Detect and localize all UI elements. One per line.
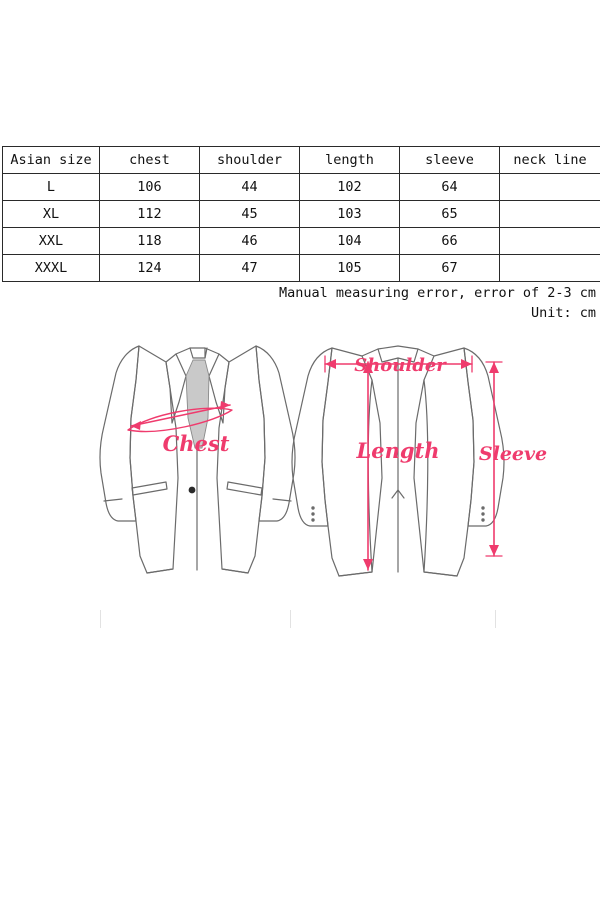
- cell-shoulder: 44: [200, 174, 300, 201]
- cell-neck-line: [500, 201, 600, 228]
- guide-tick: [495, 610, 496, 628]
- cell-neck-line: [500, 174, 600, 201]
- cell-shoulder: 46: [200, 228, 300, 255]
- note-measuring-error: Manual measuring error, error of 2-3 cm: [279, 285, 596, 301]
- cell-neck-line: [500, 255, 600, 282]
- cell-length: 104: [300, 228, 400, 255]
- cell-neck-line: [500, 228, 600, 255]
- label-length: Length: [356, 438, 440, 463]
- cell-shoulder: 45: [200, 201, 300, 228]
- cell-length: 102: [300, 174, 400, 201]
- cell-length: 103: [300, 201, 400, 228]
- measurement-notes: [36, 283, 596, 323]
- cell-chest: 118: [100, 228, 200, 255]
- cell-shoulder: 47: [200, 255, 300, 282]
- cell-chest: 106: [100, 174, 200, 201]
- cell-sleeve: 67: [400, 255, 500, 282]
- column-header-sleeve: sleeve: [400, 147, 500, 174]
- column-header-neck-line: neck line: [500, 147, 600, 174]
- label-chest: Chest: [162, 431, 230, 456]
- cell-sleeve: 65: [400, 201, 500, 228]
- table-row: [3, 255, 600, 282]
- table-row: [3, 174, 600, 201]
- cell-size: L: [3, 174, 100, 201]
- note-unit: Unit: cm: [530, 305, 596, 321]
- column-header-asian-size: Asian size: [3, 147, 100, 174]
- cell-chest: 112: [100, 201, 200, 228]
- cell-length: 105: [300, 255, 400, 282]
- cell-sleeve: 66: [400, 228, 500, 255]
- length-measure-arrow: [363, 362, 373, 570]
- cell-size: XL: [3, 201, 100, 228]
- cell-sleeve: 64: [400, 174, 500, 201]
- cell-size: XXL: [3, 228, 100, 255]
- cell-size: XXXL: [3, 255, 100, 282]
- table-header-row: [3, 147, 600, 174]
- column-header-length: length: [300, 147, 400, 174]
- cell-chest: 124: [100, 255, 200, 282]
- size-table: [2, 146, 600, 282]
- table-row: [3, 228, 600, 255]
- chest-measure-arrow: [128, 401, 232, 431]
- guide-tick: [100, 610, 101, 628]
- front-jacket-illustration: [100, 346, 295, 573]
- table-row: [3, 201, 600, 228]
- column-header-shoulder: shoulder: [200, 147, 300, 174]
- garment-illustrations: [0, 318, 600, 618]
- guide-tick: [290, 610, 291, 628]
- label-sleeve: Sleeve: [478, 443, 548, 465]
- label-shoulder: Shoulder: [354, 355, 446, 376]
- column-header-chest: chest: [100, 147, 200, 174]
